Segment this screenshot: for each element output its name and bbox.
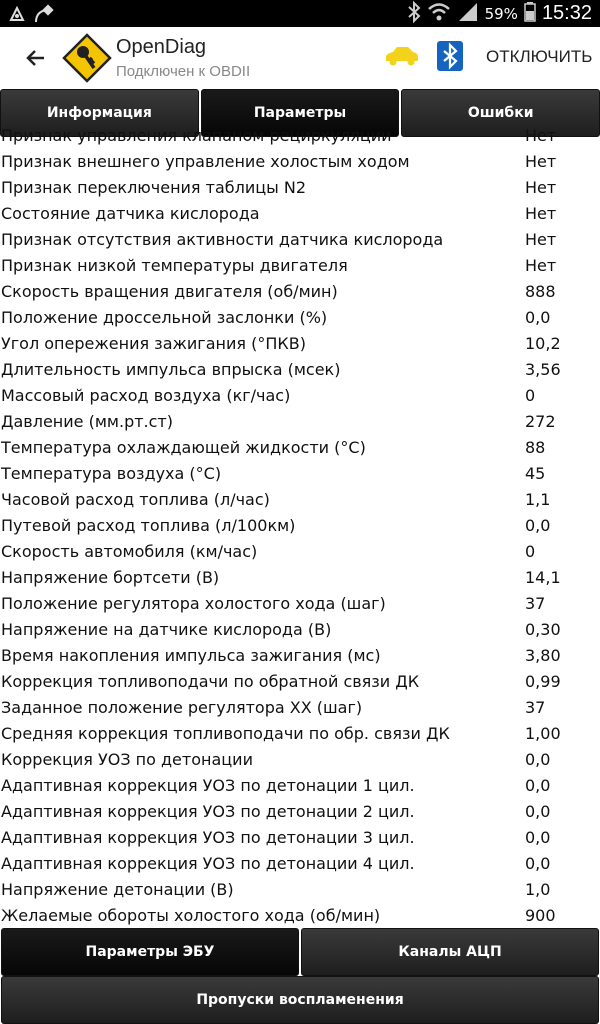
parameter-row	[0, 772, 600, 798]
tab-errors[interactable]: Ошибки	[401, 89, 600, 137]
parameter-value: 1,1	[525, 489, 551, 509]
parameter-value: 0	[525, 541, 536, 561]
battery-level: 59%	[484, 4, 518, 23]
parameter-name: Средняя коррекция топливоподачи по обр. связи ДК	[1, 723, 450, 743]
parameter-value: Нет	[525, 229, 557, 249]
parameter-row	[0, 512, 600, 538]
parameter-name: Признак отсутствия активности датчика кислорода	[1, 229, 444, 249]
parameter-value: 888	[525, 281, 556, 301]
parameter-name: Заданное положение регулятора ХХ (шаг)	[1, 697, 363, 717]
parameter-value: 37	[525, 593, 546, 613]
disconnect-button[interactable]: ОТКЛЮЧИТЬ	[486, 47, 593, 66]
misfires-button[interactable]: Пропуски воспламенения	[1, 976, 599, 1024]
parameter-row	[0, 538, 600, 564]
parameter-value: 0,0	[525, 827, 551, 847]
parameter-name: Состояние датчика кислорода	[1, 203, 260, 223]
parameter-name: Длительность импульса впрыска (мсек)	[1, 359, 341, 379]
tab-parameters[interactable]: Параметры	[201, 89, 400, 137]
app-title: OpenDiag	[116, 36, 207, 58]
parameter-row	[0, 122, 600, 148]
parameter-name: Время накопления импульса зажигания (мс)	[1, 645, 381, 665]
parameter-name: Признак низкой температуры двигателя	[1, 255, 348, 275]
parameter-row	[0, 486, 600, 512]
parameter-row	[0, 356, 600, 382]
parameter-row	[0, 616, 600, 642]
parameter-value: 14,1	[525, 567, 561, 587]
parameter-value: 0	[525, 385, 536, 405]
parameter-row	[0, 200, 600, 226]
parameter-value: 37	[525, 697, 546, 717]
parameter-name: Напряжение на датчике кислорода (В)	[1, 619, 332, 639]
parameter-value: 0,0	[525, 515, 551, 535]
parameter-row	[0, 564, 600, 590]
parameter-row	[0, 148, 600, 174]
parameter-row	[0, 720, 600, 746]
parameter-name: Температура воздуха (°C)	[1, 463, 222, 483]
bluetooth-connected-icon[interactable]	[437, 41, 463, 71]
parameter-value: 0,0	[525, 853, 551, 873]
parameter-row	[0, 668, 600, 694]
car-icon	[384, 45, 420, 67]
parameter-value: 3,56	[525, 359, 561, 379]
parameter-row	[0, 824, 600, 850]
parameter-row	[0, 642, 600, 668]
parameter-value: 3,80	[525, 645, 561, 665]
parameter-row	[0, 876, 600, 902]
parameter-name: Желаемые обороты холостого хода (об/мин)	[1, 905, 381, 925]
parameter-value: 0,99	[525, 671, 561, 691]
parameter-row	[0, 408, 600, 434]
parameter-name: Путевой расход топлива (л/100км)	[1, 515, 296, 535]
parameter-row	[0, 460, 600, 486]
parameter-row	[0, 382, 600, 408]
parameter-name: Адаптивная коррекция УОЗ по детонации 1 цил.	[1, 775, 415, 795]
parameters-list[interactable]	[0, 125, 600, 928]
parameter-value: 0,0	[525, 749, 551, 769]
parameter-row	[0, 252, 600, 278]
parameter-value: 0,0	[525, 307, 551, 327]
parameter-row	[0, 850, 600, 876]
parameter-value: Нет	[525, 151, 557, 171]
clock: 15:32	[541, 2, 592, 24]
parameter-name: Адаптивная коррекция УОЗ по детонации 2 цил.	[1, 801, 415, 821]
parameter-row	[0, 304, 600, 330]
parameter-value: Нет	[525, 125, 557, 145]
parameter-name: Скорость вращения двигателя (об/мин)	[1, 281, 338, 301]
parameter-row	[0, 278, 600, 304]
action-bar	[0, 27, 600, 89]
parameter-value: 0,0	[525, 775, 551, 795]
connection-status: Подключен к OBDII	[116, 63, 251, 80]
parameter-name: Температура охлаждающей жидкости (°C)	[1, 437, 366, 457]
parameter-value: Нет	[525, 255, 557, 275]
bottom-buttons	[0, 928, 600, 1024]
app-logo-icon	[62, 33, 112, 83]
back-arrow-icon[interactable]	[22, 43, 52, 73]
parameter-name: Положение дроссельной заслонки (%)	[1, 307, 328, 327]
parameter-name: Скорость автомобиля (км/час)	[1, 541, 258, 561]
parameter-value: 0,0	[525, 801, 551, 821]
tab-info[interactable]: Информация	[0, 89, 199, 137]
parameter-name: Адаптивная коррекция УОЗ по детонации 3 цил.	[1, 827, 415, 847]
parameter-row	[0, 590, 600, 616]
parameter-value: Нет	[525, 177, 557, 197]
parameter-name: Напряжение бортсети (В)	[1, 567, 220, 587]
parameter-name: Адаптивная коррекция УОЗ по детонации 4 цил.	[1, 853, 415, 873]
parameter-row	[0, 434, 600, 460]
parameter-name: Коррекция УОЗ по детонации	[1, 749, 253, 769]
satellite-icon	[34, 4, 56, 28]
battery-icon	[524, 2, 536, 26]
parameter-value: Нет	[525, 203, 557, 223]
status-bar	[0, 0, 600, 27]
notification-icon	[8, 5, 26, 27]
parameter-name: Давление (мм.рт.ст)	[1, 411, 173, 431]
signal-icon	[457, 2, 479, 26]
ecu-params-button[interactable]: Параметры ЭБУ	[1, 928, 299, 976]
parameter-name: Угол опережения зажигания (°ПКВ)	[1, 333, 306, 353]
parameter-name: Коррекция топливоподачи по обратной связи ДК	[1, 671, 420, 691]
parameter-row	[0, 330, 600, 356]
parameter-value: 272	[525, 411, 556, 431]
parameter-value: 10,2	[525, 333, 561, 353]
parameter-row	[0, 746, 600, 772]
parameter-name: Часовой расход топлива (л/час)	[1, 489, 270, 509]
parameter-value: 88	[525, 437, 546, 457]
parameter-row	[0, 902, 600, 928]
parameter-value: 1,00	[525, 723, 561, 743]
parameter-value: 0,30	[525, 619, 561, 639]
parameter-name: Признак управления клапаном рециркуляции	[1, 125, 392, 145]
adc-channels-button[interactable]: Каналы АЦП	[301, 928, 599, 976]
parameter-row	[0, 226, 600, 252]
parameter-name: Массовый расход воздуха (кг/час)	[1, 385, 291, 405]
parameter-value: 1,0	[525, 879, 551, 899]
parameter-name: Признак внешнего управление холостым ходом	[1, 151, 410, 171]
parameter-row	[0, 174, 600, 200]
parameter-value: 900	[525, 905, 556, 925]
wifi-icon	[427, 2, 451, 26]
parameter-name: Положение регулятора холостого хода (шаг)	[1, 593, 386, 613]
bluetooth-icon	[407, 2, 421, 26]
parameter-value: 45	[525, 463, 546, 483]
parameter-row	[0, 798, 600, 824]
parameter-row	[0, 694, 600, 720]
parameter-name: Напряжение детонации (В)	[1, 879, 234, 899]
parameter-name: Признак переключения таблицы N2	[1, 177, 307, 197]
